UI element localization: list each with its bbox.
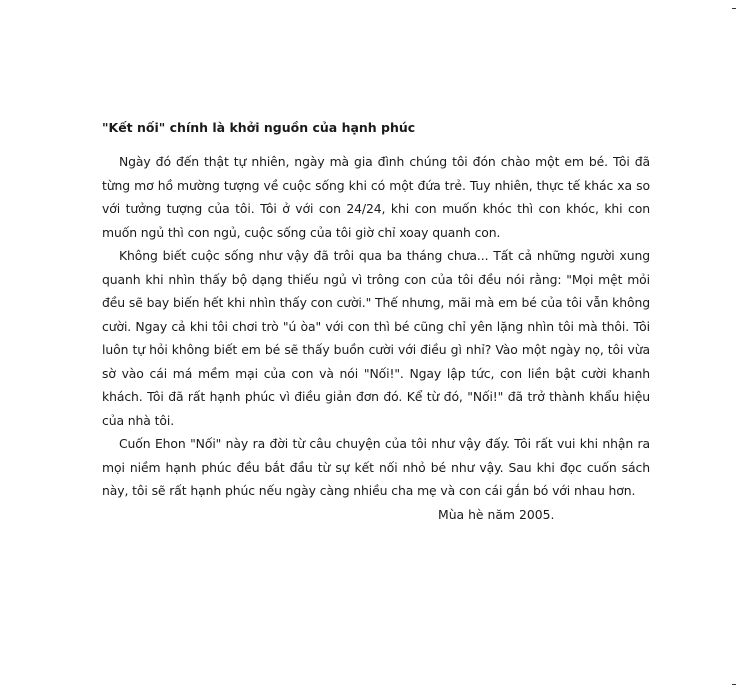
crop-mark-top bbox=[732, 8, 736, 9]
paragraph-3: Cuốn Ehon "Nối" này ra đời từ câu chuyện của tôi như vậy đấy. Tôi rất vui khi nhận ra mọi niềm hạnh phúc đều bắt đầu từ sự kết nối nhỏ bé như vậy. Sau khi đọc cuốn sách này, tôi sẽ rất hạnh phúc nếu ngày càng nhiều cha mẹ và con cái gắn bó với nhau hơn. bbox=[102, 436, 650, 498]
paragraph-2: Không biết cuộc sống như vậy đã trôi qua ba tháng chưa... Tất cả những người xung quanh khi nhìn thấy bộ dạng thiếu ngủ vì trông con của tôi đều nói rằng: "Mọi mệt mỏi đều sẽ bay biến hết khi nhìn thấy con cười." Thế nhưng, mãi mà em bé của tôi vẫn không cười. Ngay cả khi tôi chơi trò "ú òa" với con thì bé cũng chỉ yên lặng nhìn tôi mà thôi. Tôi luôn tự hỏi không biết em bé sẽ thấy buồn cười với điều gì nhỉ? Vào một ngày nọ, tôi vừa sờ vào cái má mềm mại của con và nói "Nối!". Ngay lập tức, con liền bật cười khanh khách. Tôi đã rất hạnh phúc vì điều giản đơn đó. Kể từ đó, "Nối!" đã trở thành khẩu hiệu của nhà tôi. bbox=[102, 248, 650, 428]
crop-mark-bottom bbox=[732, 684, 736, 685]
signature-date: Mùa hè năm 2005. bbox=[438, 506, 555, 522]
document-title: "Kết nối" chính là khởi nguồn của hạnh phúc bbox=[102, 120, 416, 135]
paragraph-1: Ngày đó đến thật tự nhiên, ngày mà gia đình chúng tôi đón chào một em bé. Tôi đã từng mơ hồ mường tượng về cuộc sống khi có một đứa trẻ. Tuy nhiên, thực tế khác xa so với tưởng tượng của tôi. Tôi ở với con 24/24, khi con muốn khóc thì con khóc, khi con muốn ngủ thì con ngủ, cuộc sống của tôi giờ chỉ xoay quanh con. bbox=[102, 154, 650, 240]
document-page bbox=[102, 118, 650, 526]
